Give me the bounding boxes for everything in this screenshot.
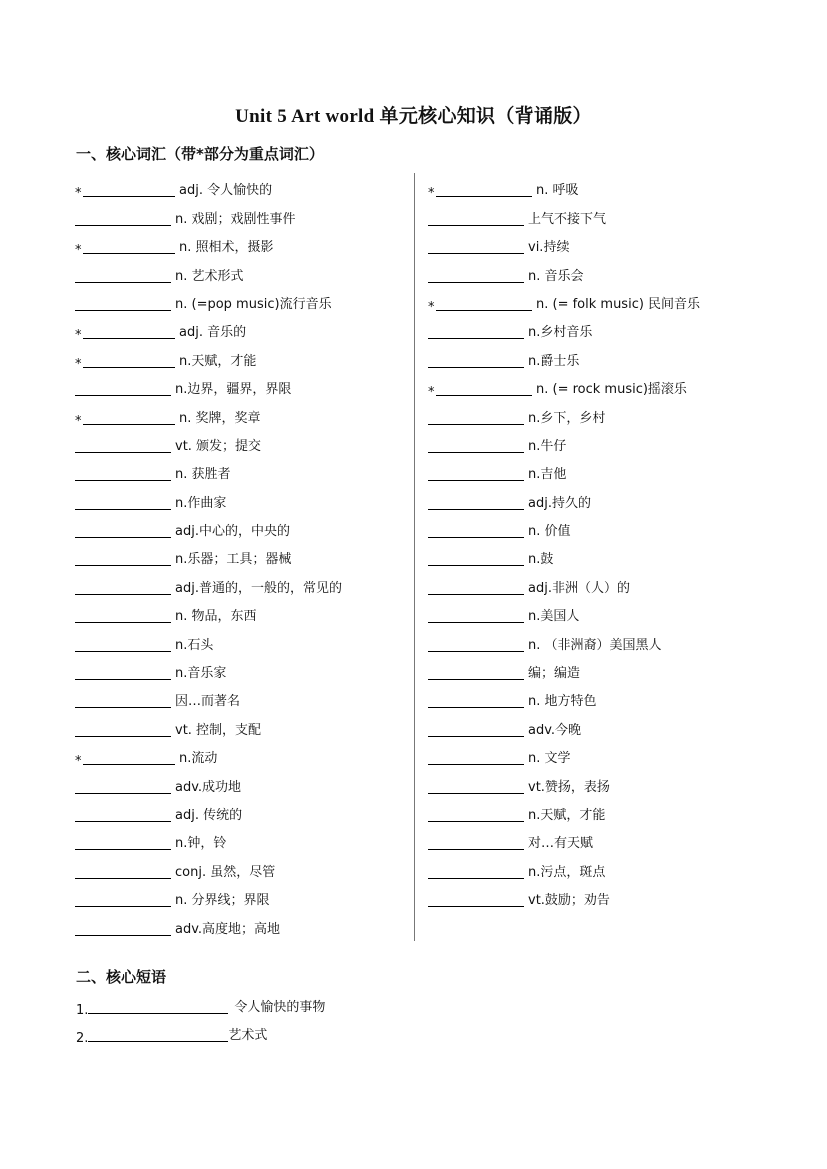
vocabulary-row bbox=[75, 741, 405, 769]
word-definition: vt.赞扬，表扬 bbox=[528, 779, 610, 795]
vocabulary-row bbox=[75, 599, 405, 627]
key-word-star: * bbox=[428, 186, 435, 202]
vocabulary-row bbox=[75, 769, 405, 797]
word-definition: adj.普通的，一般的，常见的 bbox=[175, 580, 342, 596]
phrase-number: 1. bbox=[76, 1003, 89, 1018]
vocabulary-row bbox=[428, 372, 758, 400]
answer-blank[interactable] bbox=[436, 180, 532, 197]
vocabulary-row bbox=[75, 542, 405, 570]
word-definition: vi.持续 bbox=[528, 240, 570, 256]
vocabulary-row bbox=[428, 429, 758, 457]
vocabulary-row bbox=[428, 769, 758, 797]
answer-blank[interactable] bbox=[428, 436, 524, 453]
vocabulary-row bbox=[428, 514, 758, 542]
answer-blank[interactable] bbox=[428, 209, 524, 226]
vocabulary-row bbox=[75, 457, 405, 485]
answer-blank[interactable] bbox=[428, 777, 524, 794]
word-definition: adv.今晚 bbox=[528, 722, 582, 738]
word-definition: n.作曲家 bbox=[175, 495, 227, 511]
answer-blank[interactable] bbox=[83, 322, 175, 339]
key-word-star: * bbox=[75, 328, 82, 344]
vocabulary-row bbox=[75, 854, 405, 882]
answer-blank[interactable] bbox=[436, 294, 532, 311]
key-word-star: * bbox=[75, 754, 82, 770]
vocabulary-row bbox=[428, 741, 758, 769]
answer-blank[interactable] bbox=[75, 521, 171, 538]
word-definition: n. 音乐会 bbox=[528, 268, 584, 284]
vocabulary-row bbox=[428, 230, 758, 258]
key-word-star: * bbox=[75, 413, 82, 429]
word-definition: 对…有天赋 bbox=[528, 836, 594, 852]
vocabulary-row bbox=[428, 656, 758, 684]
word-definition: adj.非洲（人）的 bbox=[528, 580, 630, 596]
word-definition: adj. 音乐的 bbox=[179, 325, 247, 341]
vocabulary-row bbox=[428, 798, 758, 826]
phrase-number: 2. bbox=[76, 1031, 89, 1046]
word-definition: adv.高度地；高地 bbox=[175, 921, 281, 937]
key-word-star: * bbox=[75, 186, 82, 202]
vocabulary-row bbox=[75, 315, 405, 343]
word-definition: n.鼓 bbox=[528, 552, 554, 568]
vocabulary-row bbox=[75, 372, 405, 400]
answer-blank[interactable] bbox=[428, 635, 524, 652]
answer-blank[interactable] bbox=[428, 521, 524, 538]
vocabulary-row bbox=[428, 712, 758, 740]
vocabulary-row bbox=[75, 287, 405, 315]
answer-blank[interactable] bbox=[75, 578, 171, 595]
answer-blank[interactable] bbox=[75, 549, 171, 566]
vocabulary-row bbox=[75, 911, 405, 939]
word-definition: n. 价值 bbox=[528, 524, 571, 540]
word-definition: vt. 控制，支配 bbox=[175, 722, 262, 738]
vocabulary-row bbox=[428, 883, 758, 911]
word-definition: adj.持久的 bbox=[528, 495, 591, 511]
page-title: Unit 5 Art world 单元核心知识（背诵版） bbox=[235, 106, 592, 127]
phrase-definition: 令人愉快的事物 bbox=[234, 1000, 326, 1015]
vocabulary-row bbox=[428, 627, 758, 655]
vocabulary-row bbox=[428, 599, 758, 627]
vocabulary-row bbox=[428, 258, 758, 286]
answer-blank[interactable] bbox=[428, 748, 524, 765]
vocabulary-row bbox=[75, 570, 405, 598]
word-definition: n.美国人 bbox=[528, 609, 580, 625]
answer-blank[interactable] bbox=[428, 549, 524, 566]
word-definition: n.污点，斑点 bbox=[528, 864, 606, 880]
word-definition: n.音乐家 bbox=[175, 666, 227, 682]
answer-blank[interactable] bbox=[436, 379, 532, 396]
vocabulary-row bbox=[75, 485, 405, 513]
vocabulary-row bbox=[428, 400, 758, 428]
answer-blank[interactable] bbox=[428, 890, 524, 907]
answer-blank[interactable] bbox=[428, 691, 524, 708]
answer-blank[interactable] bbox=[428, 862, 524, 879]
answer-blank[interactable] bbox=[83, 351, 175, 368]
word-definition: n. (= folk music) 民间音乐 bbox=[536, 296, 701, 312]
word-definition: 上气不接下气 bbox=[528, 211, 607, 227]
word-definition: n. 分界线；界限 bbox=[175, 893, 270, 909]
vocabulary-row bbox=[75, 258, 405, 286]
answer-blank[interactable] bbox=[75, 209, 171, 226]
vocabulary-column-left bbox=[75, 173, 405, 940]
word-definition: n. 艺术形式 bbox=[175, 268, 244, 284]
vocabulary-row bbox=[75, 627, 405, 655]
answer-blank[interactable] bbox=[75, 833, 171, 850]
column-divider bbox=[414, 173, 415, 941]
answer-blank[interactable] bbox=[428, 663, 524, 680]
vocabulary-row bbox=[75, 712, 405, 740]
word-definition: n. 物品，东西 bbox=[175, 609, 257, 625]
section-heading-phrases: 二、核心短语 bbox=[76, 968, 167, 986]
vocabulary-row bbox=[428, 343, 758, 371]
answer-blank[interactable] bbox=[75, 890, 171, 907]
word-definition: n.吉他 bbox=[528, 467, 567, 483]
word-definition: adj. 传统的 bbox=[175, 807, 243, 823]
word-definition: n. 呼吸 bbox=[536, 183, 579, 199]
vocabulary-row bbox=[75, 173, 405, 201]
vocabulary-row bbox=[428, 201, 758, 229]
word-definition: adj. 令人愉快的 bbox=[179, 183, 273, 199]
word-definition: n. （非洲裔）美国黑人 bbox=[528, 637, 662, 653]
word-definition: vt.鼓励；劝告 bbox=[528, 893, 610, 909]
answer-blank[interactable] bbox=[75, 266, 171, 283]
vocabulary-row bbox=[428, 684, 758, 712]
answer-blank[interactable] bbox=[428, 720, 524, 737]
vocabulary-row bbox=[75, 826, 405, 854]
key-word-star: * bbox=[75, 356, 82, 372]
answer-blank[interactable] bbox=[428, 237, 524, 254]
word-definition: n.石头 bbox=[175, 637, 214, 653]
word-definition: n.乡下，乡村 bbox=[528, 410, 606, 426]
word-definition: 编；编造 bbox=[528, 666, 581, 682]
answer-blank[interactable] bbox=[83, 237, 175, 254]
answer-blank[interactable] bbox=[75, 862, 171, 879]
vocabulary-row bbox=[428, 457, 758, 485]
answer-blank[interactable] bbox=[428, 351, 524, 368]
vocabulary-row bbox=[75, 429, 405, 457]
answer-blank[interactable] bbox=[428, 322, 524, 339]
phrase-item bbox=[76, 1024, 267, 1046]
word-definition: n.钟，铃 bbox=[175, 836, 227, 852]
answer-blank[interactable] bbox=[75, 777, 171, 794]
answer-blank[interactable] bbox=[75, 436, 171, 453]
word-definition: vt. 颁发；提交 bbox=[175, 438, 262, 454]
answer-blank[interactable] bbox=[428, 493, 524, 510]
answer-blank[interactable] bbox=[428, 833, 524, 850]
answer-blank[interactable] bbox=[75, 919, 171, 936]
answer-blank[interactable] bbox=[428, 266, 524, 283]
word-definition: n. 戏剧；戏剧性事件 bbox=[175, 211, 296, 227]
vocabulary-row bbox=[75, 798, 405, 826]
vocabulary-row bbox=[428, 570, 758, 598]
section-heading-vocabulary: 一、核心词汇（带*部分为重点词汇） bbox=[76, 145, 324, 163]
answer-blank[interactable] bbox=[75, 464, 171, 481]
answer-blank[interactable] bbox=[75, 606, 171, 623]
vocabulary-row bbox=[428, 287, 758, 315]
vocabulary-row bbox=[75, 400, 405, 428]
answer-blank[interactable] bbox=[75, 635, 171, 652]
vocabulary-row bbox=[75, 201, 405, 229]
word-definition: n.乐器；工具；器械 bbox=[175, 552, 292, 568]
word-definition: n.爵士乐 bbox=[528, 353, 580, 369]
word-definition: n. (=pop music)流行音乐 bbox=[175, 296, 332, 312]
answer-blank[interactable] bbox=[428, 578, 524, 595]
word-definition: n.牛仔 bbox=[528, 438, 567, 454]
answer-blank[interactable] bbox=[428, 606, 524, 623]
vocabulary-row bbox=[75, 656, 405, 684]
answer-blank[interactable] bbox=[75, 720, 171, 737]
word-definition: n. (= rock music)摇滚乐 bbox=[536, 382, 687, 398]
key-word-star: * bbox=[428, 385, 435, 401]
vocabulary-row bbox=[428, 315, 758, 343]
vocabulary-row bbox=[428, 826, 758, 854]
phrase-definition: 艺术式 bbox=[228, 1028, 268, 1043]
answer-blank[interactable] bbox=[83, 748, 175, 765]
vocabulary-row bbox=[428, 542, 758, 570]
answer-blank[interactable] bbox=[75, 691, 171, 708]
vocabulary-row bbox=[75, 230, 405, 258]
word-definition: n.天赋，才能 bbox=[179, 353, 257, 369]
word-definition: n. 获胜者 bbox=[175, 467, 231, 483]
answer-blank[interactable] bbox=[83, 180, 175, 197]
word-definition: conj. 虽然，尽管 bbox=[175, 864, 276, 880]
answer-blank[interactable] bbox=[75, 805, 171, 822]
phrase-item bbox=[76, 996, 325, 1018]
word-definition: n. 奖牌，奖章 bbox=[179, 410, 261, 426]
word-definition: n.乡村音乐 bbox=[528, 325, 593, 341]
word-definition: n. 文学 bbox=[528, 751, 571, 767]
word-definition: n.天赋，才能 bbox=[528, 807, 606, 823]
vocabulary-row bbox=[75, 514, 405, 542]
word-definition: adv.成功地 bbox=[175, 779, 242, 795]
word-definition: n. 地方特色 bbox=[528, 694, 597, 710]
answer-blank[interactable] bbox=[428, 464, 524, 481]
vocabulary-row bbox=[75, 343, 405, 371]
answer-blank[interactable] bbox=[75, 379, 171, 396]
vocabulary-column-right bbox=[428, 173, 758, 911]
word-definition: 因…而著名 bbox=[175, 694, 241, 710]
answer-blank[interactable] bbox=[428, 805, 524, 822]
vocabulary-row bbox=[428, 485, 758, 513]
word-definition: adj.中心的，中央的 bbox=[175, 524, 290, 540]
key-word-star: * bbox=[75, 243, 82, 259]
answer-blank[interactable] bbox=[83, 408, 175, 425]
word-definition: n.边界，疆界，界限 bbox=[175, 382, 292, 398]
vocabulary-row bbox=[75, 883, 405, 911]
answer-blank[interactable] bbox=[88, 997, 228, 1014]
answer-blank[interactable] bbox=[75, 493, 171, 510]
vocabulary-row bbox=[428, 854, 758, 882]
answer-blank[interactable] bbox=[75, 663, 171, 680]
key-word-star: * bbox=[428, 299, 435, 315]
word-definition: n. 照相术，摄影 bbox=[179, 240, 274, 256]
answer-blank[interactable] bbox=[428, 408, 524, 425]
answer-blank[interactable] bbox=[88, 1025, 228, 1042]
vocabulary-row bbox=[75, 684, 405, 712]
word-definition: n.流动 bbox=[179, 751, 218, 767]
vocabulary-row bbox=[428, 173, 758, 201]
answer-blank[interactable] bbox=[75, 294, 171, 311]
